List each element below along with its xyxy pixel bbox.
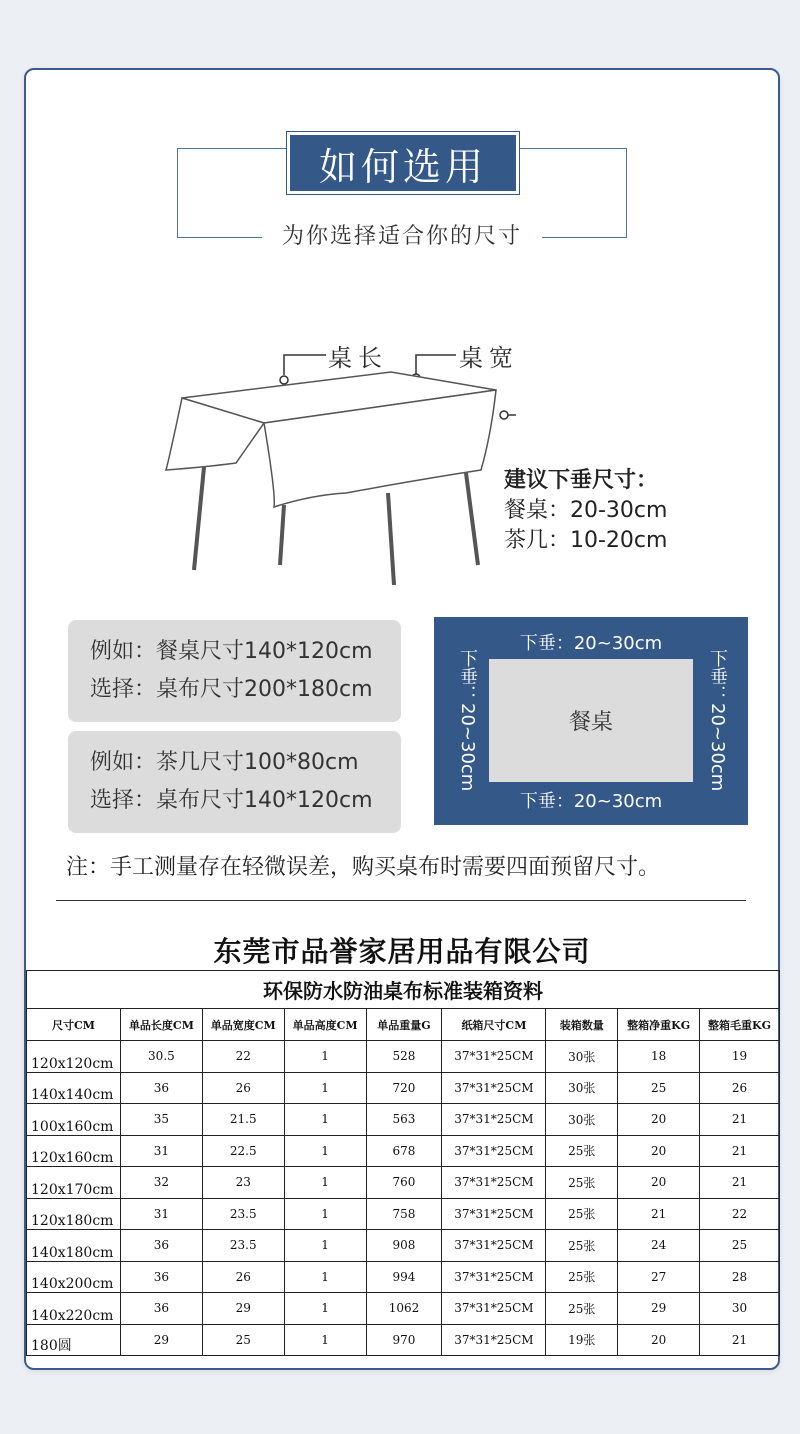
table-row xyxy=(27,1198,780,1230)
size-cell: 100x160cm xyxy=(27,1104,121,1136)
table-cell: 20 xyxy=(618,1104,700,1136)
drape-recommendation xyxy=(504,466,667,556)
table-cell: 1 xyxy=(284,1135,366,1167)
packing-table xyxy=(26,970,780,1356)
size-cell: 120x170cm xyxy=(27,1167,121,1199)
divider xyxy=(56,900,746,901)
table-cell: 760 xyxy=(366,1167,442,1199)
column-header: 整箱净重KG xyxy=(618,1009,700,1041)
table-cell: 20 xyxy=(618,1135,700,1167)
example-line: 选择：桌布尺寸140*120cm xyxy=(90,788,373,813)
table-cell: 758 xyxy=(366,1198,442,1230)
table-cell: 25 xyxy=(618,1072,700,1104)
table-cell: 25 xyxy=(202,1324,284,1356)
table-cell: 19张 xyxy=(546,1324,618,1356)
table-cell: 1 xyxy=(284,1293,366,1325)
table-cell: 37*31*25CM xyxy=(442,1293,546,1325)
table-cell: 26 xyxy=(202,1261,284,1293)
table-cell: 528 xyxy=(366,1041,442,1073)
table-cell: 25张 xyxy=(546,1230,618,1262)
size-cell: 120x120cm xyxy=(27,1041,121,1073)
table-cell: 23.5 xyxy=(202,1198,284,1230)
table-cell: 37*31*25CM xyxy=(442,1261,546,1293)
table-row xyxy=(27,1293,780,1325)
drape-dining: 餐桌：20-30cm xyxy=(504,498,668,523)
column-header: 单品高度CM xyxy=(284,1009,366,1041)
table-cell: 24 xyxy=(618,1230,700,1262)
table-row xyxy=(27,1167,780,1199)
example-dining xyxy=(68,620,401,722)
page-subtitle: 为你选择适合你的尺寸 xyxy=(262,220,542,254)
table-cell: 1 xyxy=(284,1230,366,1262)
table-cell: 23 xyxy=(202,1167,284,1199)
table-cell: 26 xyxy=(700,1072,780,1104)
packing-table-body xyxy=(27,1041,780,1356)
table-cell: 25 xyxy=(700,1230,780,1262)
size-cell: 120x180cm xyxy=(27,1198,121,1230)
tablecloth-illustration xyxy=(136,345,516,585)
table-cell: 23.5 xyxy=(202,1230,284,1262)
drape-left-label: 下垂：20~30cm xyxy=(457,649,478,792)
table-cell: 908 xyxy=(366,1230,442,1262)
drape-bottom-label: 下垂：20~30cm xyxy=(519,791,663,812)
table-cell: 1062 xyxy=(366,1293,442,1325)
page-title: 如何选用 xyxy=(287,132,519,194)
drape-title: 建议下垂尺寸： xyxy=(504,468,659,493)
table-cell: 25张 xyxy=(546,1167,618,1199)
table-cell: 1 xyxy=(284,1198,366,1230)
table-cell: 31 xyxy=(120,1135,202,1167)
size-cell: 140x140cm xyxy=(27,1072,121,1104)
table-cell: 563 xyxy=(366,1104,442,1136)
table-cell: 21 xyxy=(618,1198,700,1230)
table-cell: 25张 xyxy=(546,1198,618,1230)
table-cell: 30张 xyxy=(546,1104,618,1136)
size-cell: 120x160cm xyxy=(27,1135,121,1167)
table-cell: 36 xyxy=(120,1072,202,1104)
table-cell: 20 xyxy=(618,1167,700,1199)
table-cell: 720 xyxy=(366,1072,442,1104)
example-line: 例如：茶几尺寸100*80cm xyxy=(90,750,359,775)
example-line: 例如：餐桌尺寸140*120cm xyxy=(90,639,373,664)
table-cell: 36 xyxy=(120,1230,202,1262)
table-cell: 32 xyxy=(120,1167,202,1199)
table-cell: 19 xyxy=(700,1041,780,1073)
column-header: 单品重量G xyxy=(366,1009,442,1041)
table-cell: 37*31*25CM xyxy=(442,1324,546,1356)
size-cell: 140x180cm xyxy=(27,1230,121,1262)
table-width-label: 桌宽 xyxy=(459,344,519,372)
table-cell: 28 xyxy=(700,1261,780,1293)
table-cell: 29 xyxy=(618,1293,700,1325)
table-cell: 37*31*25CM xyxy=(442,1230,546,1262)
table-cell: 29 xyxy=(120,1324,202,1356)
size-cell: 140x220cm xyxy=(27,1293,121,1325)
size-cell: 140x200cm xyxy=(27,1261,121,1293)
table-cell: 37*31*25CM xyxy=(442,1135,546,1167)
diagram-table: 餐桌 xyxy=(489,659,693,782)
table-cell: 30张 xyxy=(546,1072,618,1104)
table-cell: 1 xyxy=(284,1324,366,1356)
table-cell: 36 xyxy=(120,1261,202,1293)
table-cell: 21 xyxy=(700,1324,780,1356)
column-header: 单品宽度CM xyxy=(202,1009,284,1041)
table-cell: 678 xyxy=(366,1135,442,1167)
column-header: 纸箱尺寸CM xyxy=(442,1009,546,1041)
table-cell: 22 xyxy=(202,1041,284,1073)
table-cell: 1 xyxy=(284,1072,366,1104)
table-cell: 26 xyxy=(202,1072,284,1104)
table-cell: 970 xyxy=(366,1324,442,1356)
table-cell: 25张 xyxy=(546,1261,618,1293)
table-cell: 22 xyxy=(700,1198,780,1230)
table-cell: 1 xyxy=(284,1041,366,1073)
column-header: 装箱数量 xyxy=(546,1009,618,1041)
table-row xyxy=(27,1041,780,1073)
table-cell: 1 xyxy=(284,1167,366,1199)
table-cell: 21 xyxy=(700,1104,780,1136)
example-coffee xyxy=(68,731,401,833)
table-row xyxy=(27,1324,780,1356)
example-line: 选择：桌布尺寸200*180cm xyxy=(90,677,373,702)
table-cell: 30 xyxy=(700,1293,780,1325)
packing-table-caption: 环保防水防油桌布标准装箱资料 xyxy=(27,971,780,1009)
table-cell: 21 xyxy=(700,1167,780,1199)
table-cell: 994 xyxy=(366,1261,442,1293)
table-cell: 1 xyxy=(284,1104,366,1136)
table-cell: 30.5 xyxy=(120,1041,202,1073)
table-cell: 37*31*25CM xyxy=(442,1104,546,1136)
table-cell: 18 xyxy=(618,1041,700,1073)
drape-right-label: 下垂：20~30cm xyxy=(707,649,728,792)
size-cell: 180圆 xyxy=(27,1324,121,1356)
drape-coffee: 茶几：10-20cm xyxy=(504,528,668,553)
table-cell: 30张 xyxy=(546,1041,618,1073)
table-cell: 27 xyxy=(618,1261,700,1293)
table-cell: 25张 xyxy=(546,1293,618,1325)
table-cell: 21.5 xyxy=(202,1104,284,1136)
table-cell: 31 xyxy=(120,1198,202,1230)
table-cell: 29 xyxy=(202,1293,284,1325)
column-header: 整箱毛重KG xyxy=(700,1009,780,1041)
table-cell: 21 xyxy=(700,1135,780,1167)
table-row xyxy=(27,1072,780,1104)
table-row xyxy=(27,1230,780,1262)
table-cell: 20 xyxy=(618,1324,700,1356)
drape-diagram xyxy=(434,617,748,825)
table-row xyxy=(27,1135,780,1167)
measurement-note: 注：手工测量存在轻微误差，购买桌布时需要四面预留尺寸。 xyxy=(66,855,661,880)
table-cell: 25张 xyxy=(546,1135,618,1167)
column-header: 尺寸CM xyxy=(27,1009,121,1041)
drape-top-label: 下垂：20~30cm xyxy=(519,633,663,654)
table-row xyxy=(27,1261,780,1293)
column-header: 单品长度CM xyxy=(120,1009,202,1041)
table-length-label: 桌长 xyxy=(328,344,388,372)
packing-table-header xyxy=(27,1009,780,1041)
table-cell: 36 xyxy=(120,1293,202,1325)
table-cell: 1 xyxy=(284,1261,366,1293)
table-cell: 22.5 xyxy=(202,1135,284,1167)
table-cell: 35 xyxy=(120,1104,202,1136)
table-row xyxy=(27,1104,780,1136)
table-cell: 37*31*25CM xyxy=(442,1198,546,1230)
company-name: 东莞市品誉家居用品有限公司 xyxy=(213,935,591,968)
table-cell: 37*31*25CM xyxy=(442,1167,546,1199)
table-cell: 37*31*25CM xyxy=(442,1041,546,1073)
table-cell: 37*31*25CM xyxy=(442,1072,546,1104)
content-card xyxy=(24,68,780,1370)
